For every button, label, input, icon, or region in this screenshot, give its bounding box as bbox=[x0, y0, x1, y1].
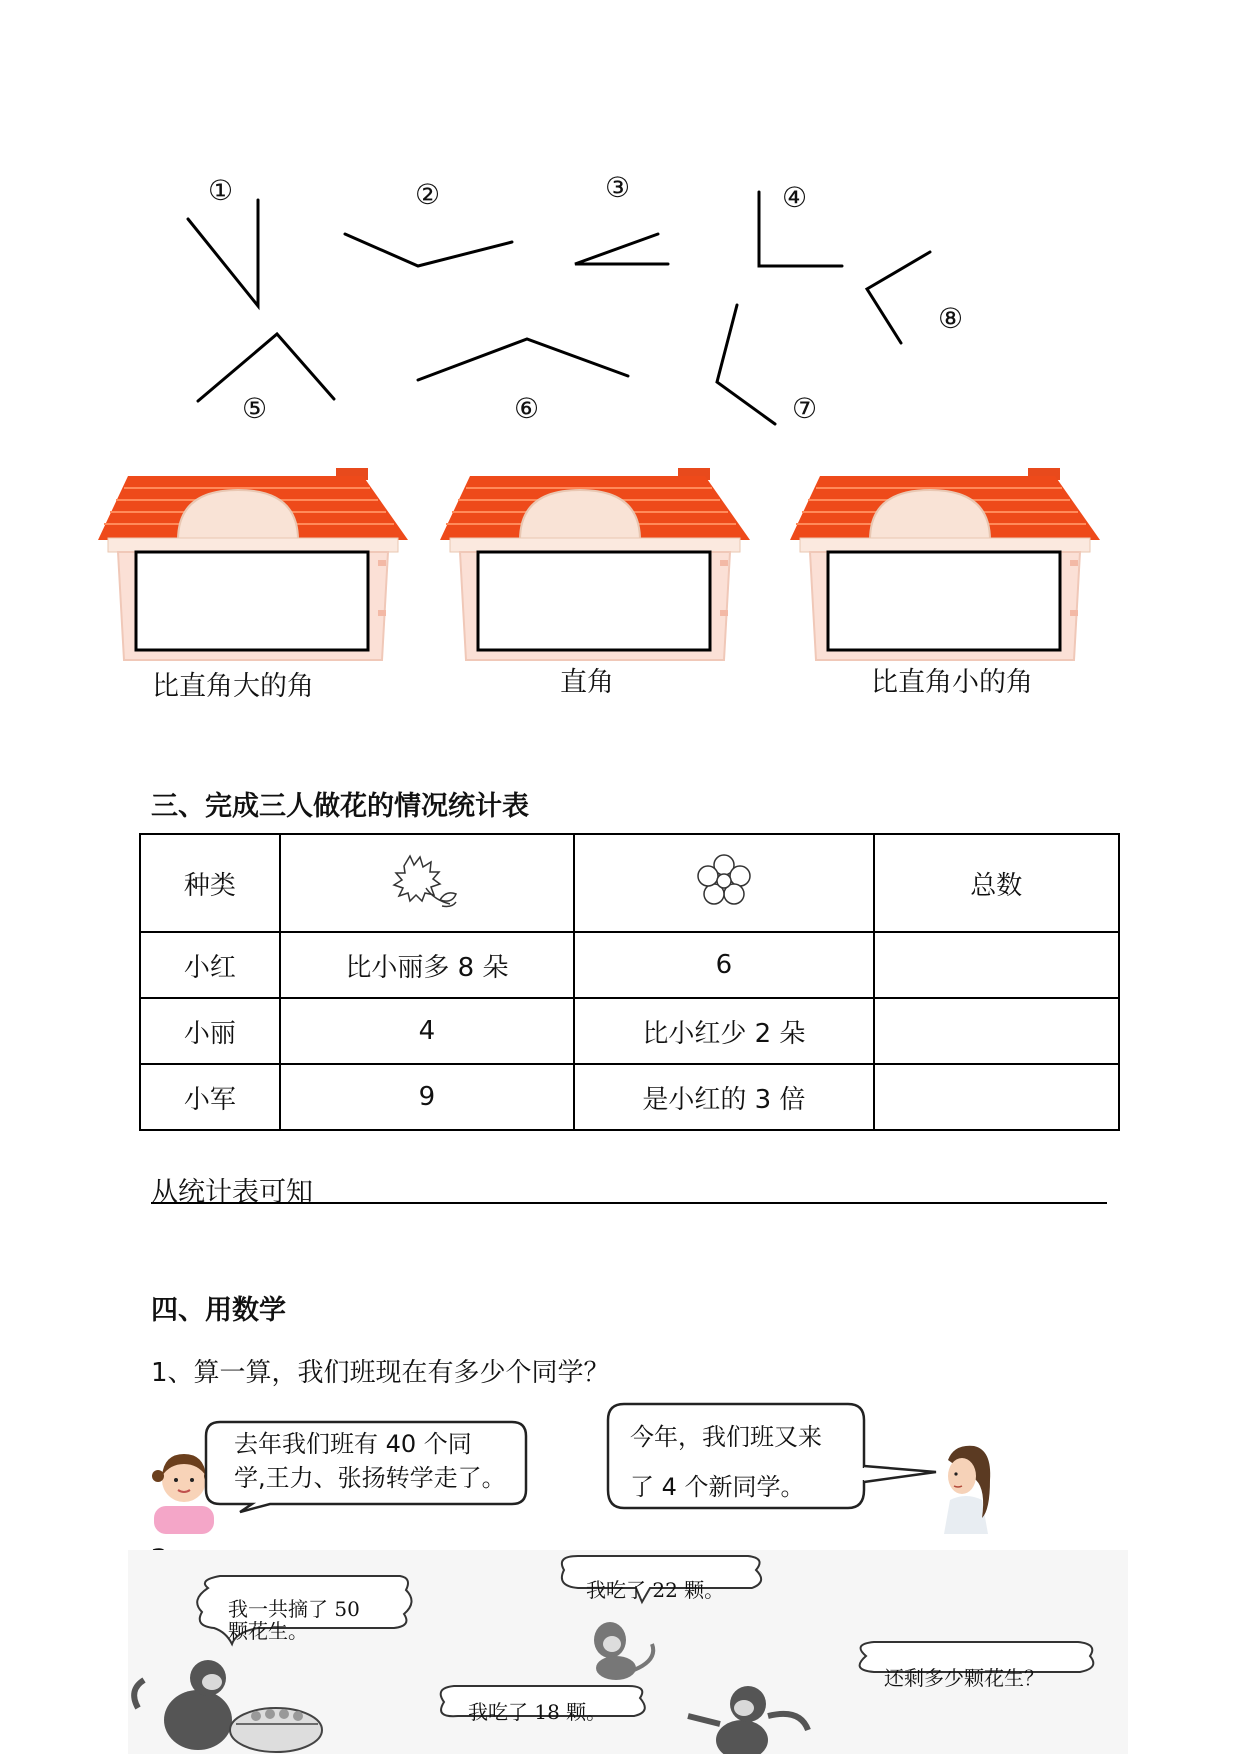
conclusion-answer-line[interactable] bbox=[151, 1202, 1107, 1204]
monkey-scene bbox=[128, 1540, 1128, 1754]
monkey-bubble-4-text: 还剩多少颗花生？ bbox=[884, 1666, 1044, 1690]
row-flower2: 比小红少 2 朵 bbox=[574, 998, 873, 1064]
house-label-larger: 比直角大的角 bbox=[152, 671, 314, 702]
row-flower2: 是小红的 3 倍 bbox=[574, 1064, 873, 1130]
plum-flower-icon bbox=[694, 852, 754, 908]
angle-label-5: ⑤ bbox=[242, 392, 268, 425]
row-flower1: 比小丽多 8 朵 bbox=[280, 932, 574, 998]
row-name: 小丽 bbox=[140, 998, 280, 1064]
bubble-left-line2: 学,王力、张扬转学走了。 bbox=[234, 1464, 506, 1492]
angles-figure bbox=[0, 0, 1240, 440]
header-flower2 bbox=[574, 834, 873, 932]
house-1 bbox=[98, 468, 408, 660]
table-row bbox=[140, 998, 1119, 1064]
header-flower1 bbox=[280, 834, 574, 932]
house-label-smaller: 比直角小的角 bbox=[871, 667, 1033, 698]
monkey-bubble-1-text bbox=[228, 1598, 360, 1642]
angle-label-1: ① bbox=[208, 174, 234, 207]
angle-8 bbox=[867, 252, 930, 343]
angle-label-3: ③ bbox=[605, 171, 631, 204]
houses-figure bbox=[0, 460, 1240, 670]
house-2 bbox=[440, 468, 750, 660]
row-name: 小红 bbox=[140, 932, 280, 998]
house-3 bbox=[790, 468, 1100, 660]
angle-1 bbox=[188, 200, 258, 306]
question-1: 1、算一算，我们班现在有多少个同学？ bbox=[151, 1358, 610, 1388]
monkey-bubble-3-text: 我吃了 18 颗。 bbox=[468, 1700, 607, 1724]
monkey-bubble-1-line2: 颗花生。 bbox=[228, 1619, 308, 1643]
row-total-answer[interactable] bbox=[874, 932, 1119, 998]
row-flower1: 4 bbox=[280, 998, 574, 1064]
angle-3 bbox=[575, 234, 668, 264]
chrysanthemum-icon bbox=[382, 848, 472, 912]
bubble-left-text bbox=[234, 1427, 506, 1495]
angle-label-2: ② bbox=[415, 178, 441, 211]
row-name: 小军 bbox=[140, 1064, 280, 1130]
table-row bbox=[140, 932, 1119, 998]
bubble-right-line1: 今年，我们班又来 bbox=[630, 1423, 822, 1451]
angle-label-6: ⑥ bbox=[514, 392, 540, 425]
angle-label-8: ⑧ bbox=[938, 302, 964, 335]
section4-title: 四、用数学 bbox=[151, 1295, 286, 1326]
header-kind: 种类 bbox=[140, 834, 280, 932]
table-header-row bbox=[140, 834, 1119, 932]
bubble-right-text bbox=[630, 1412, 822, 1512]
row-flower1: 9 bbox=[280, 1064, 574, 1130]
house-label-right: 直角 bbox=[560, 667, 614, 698]
monkey-bubble-1-line1: 我一共摘了 50 bbox=[228, 1597, 360, 1621]
angle-6 bbox=[418, 339, 628, 380]
bubble-left-line1: 去年我们班有 40 个同 bbox=[234, 1430, 472, 1458]
monkey-bubble-2-text: 我吃了 22 颗。 bbox=[586, 1578, 725, 1602]
angle-2 bbox=[345, 234, 512, 266]
angle-7 bbox=[717, 305, 775, 424]
section3-title: 三、完成三人做花的情况统计表 bbox=[151, 791, 529, 822]
row-flower2: 6 bbox=[574, 932, 873, 998]
header-total: 总数 bbox=[874, 834, 1119, 932]
angle-label-7: ⑦ bbox=[792, 392, 818, 425]
row-total-answer[interactable] bbox=[874, 998, 1119, 1064]
conclusion-label: 从统计表可知 bbox=[151, 1177, 313, 1208]
table-row bbox=[140, 1064, 1119, 1130]
girl-avatar-right bbox=[930, 1440, 1002, 1534]
angle-label-4: ④ bbox=[782, 181, 808, 214]
angle-5 bbox=[198, 334, 334, 401]
bubble-right-line2: 了 4 个新同学。 bbox=[630, 1473, 805, 1501]
row-total-answer[interactable] bbox=[874, 1064, 1119, 1130]
stats-table bbox=[139, 833, 1120, 1131]
